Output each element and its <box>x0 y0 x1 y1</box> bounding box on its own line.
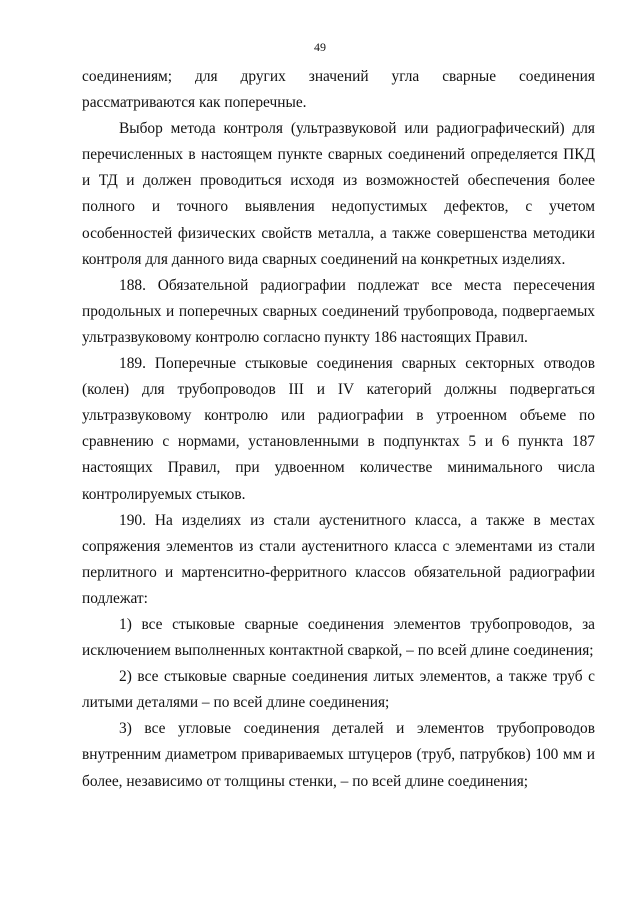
paragraph-subitem-3: 3) все угловые соединения деталей и элементов трубопроводов внутренним диаметром привариваемых штуцеров (труб, патрубков) 100 мм и более, независимо от толщины стенки, – по всей длине соединения; <box>82 720 595 790</box>
paragraph-subitem-2: 2) все стыковые сварные соединения литых элементов, а также труб с литыми деталями – по всей длине соединения; <box>82 668 595 712</box>
page-number: 49 <box>314 40 326 54</box>
paragraph-item-189: 189. Поперечные стыковые соединения сварных секторных отводов (колен) для трубопроводов III и IV категорий должны подвергаться ультразвуковому контролю или радиографии в утроенном объеме по сравнению с нормами, установленными в подпунктах 5 и 6 пункта 187 настоящих Правил, при удвоенном количестве минимального числа контролируемых стыков. <box>82 355 595 503</box>
paragraph-subitem-1: 1) все стыковые сварные соединения элементов трубопроводов, за исключением выполненных контактной сваркой, – по всей длине соединения; <box>82 615 595 660</box>
paragraph-item-188: 188. Обязательной радиографии подлежат все места пересечения продольных и поперечных сварных соединений трубопровода, подвергаемых ультразвуковому контролю согласно пункту 186 настоящих Правил. <box>82 276 595 346</box>
paragraph-method-choice: Выбор метода контроля (ультразвуковой или радиографический) для перечисленных в настоящем пункте сварных соединений определяется ПКД и ТД и должен проводиться исходя из возможностей обеспечения более полного и точного выявления недопустимых дефектов, с учетом особенностей физических свойств металла, а также совершенства методики контроля для данного вида сварных соединений на конкретных изделиях. <box>82 120 595 268</box>
document-body <box>82 64 595 795</box>
paragraph-continuation: соединениям; для других значений угла сварные соединения рассматриваются как поперечные. <box>82 68 595 112</box>
paragraph-item-190: 190. На изделиях из стали аустенитного класса, а также в местах сопряжения элементов из стали аустенитного класса с элементами из стали перлитного и мартенситно-ферритного классов обязательной радиографии подлежат: <box>82 511 595 607</box>
